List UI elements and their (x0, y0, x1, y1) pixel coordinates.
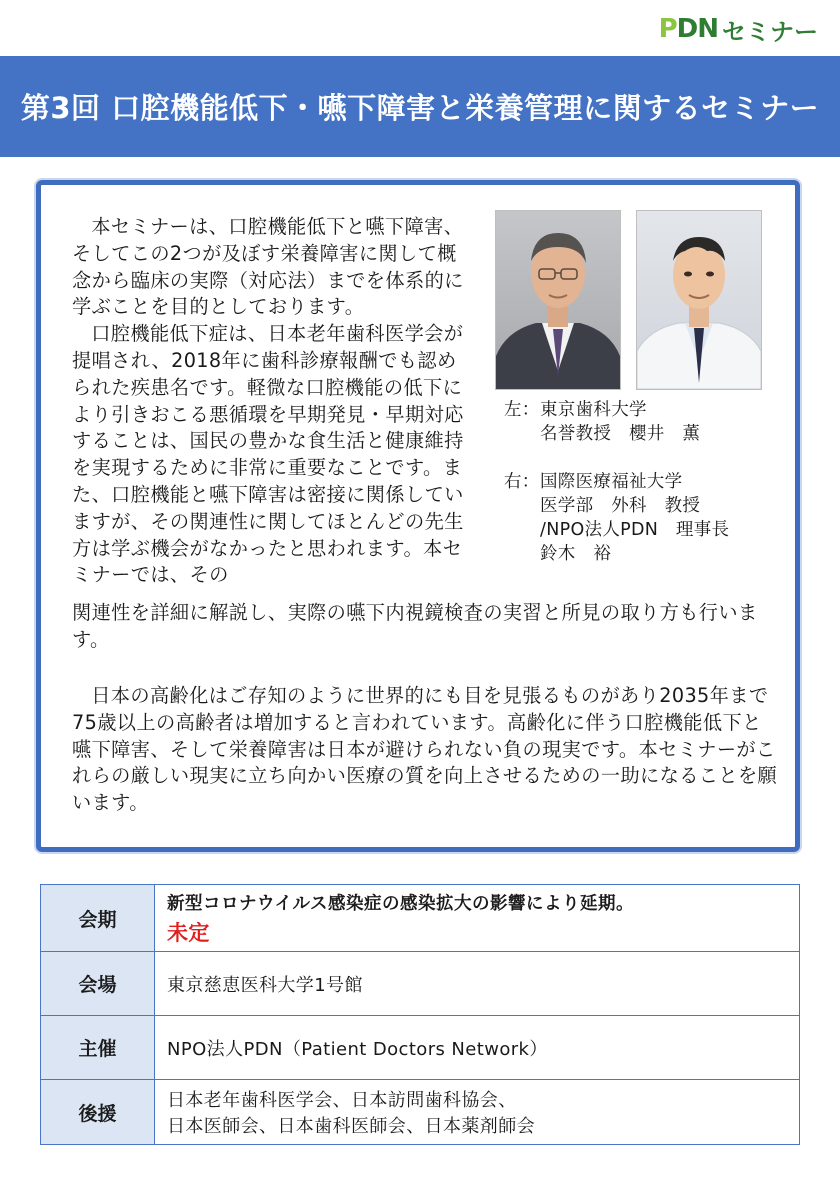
speaker-right-title: 医学部 外科 教授 (540, 496, 701, 516)
title-banner (0, 56, 840, 157)
table-head-dates: 会期 (41, 885, 155, 952)
table-value-venue: 東京慈恵医科大学1号館 (155, 952, 800, 1016)
date-undecided: 未定 (167, 920, 210, 945)
table-head-organizer: 主催 (41, 1016, 155, 1080)
speaker-right-name: 鈴木 裕 (540, 544, 612, 564)
intro-paragraph-2: 口腔機能低下症は、日本老年歯科医学会が提唱され、2018年に歯科診療報酬でも認められた疾患名です。軽微な口腔機能の低下により引きおこる悪循環を早期発見・早期対応することは、国民の豊かな食生活と健康維持を実現するために非常に重要なことです。また、口腔機能と嚥下障害は密接に関係していますが、その関連性に関してほとんどの先生方は学ぶ機会がなかったと思われます。本セミナーでは、その (72, 322, 464, 587)
table-value-dates (155, 885, 800, 952)
event-info-table (40, 884, 800, 1145)
speaker-left (504, 398, 729, 446)
pdn-seminar-logo (659, 12, 818, 46)
table-row-organizer (41, 1016, 800, 1080)
table-value-organizer: NPO法人PDN（Patient Doctors Network） (155, 1016, 800, 1080)
table-row-venue (41, 952, 800, 1016)
speaker-portrait-left (496, 211, 620, 389)
postponement-notice: 新型コロナウイルス感染症の感染拡大の影響により延期。 (167, 893, 634, 914)
logo-text: セミナー (722, 17, 818, 46)
speaker-left-name: 名誉教授 櫻井 薫 (540, 424, 701, 444)
table-row-dates (41, 885, 800, 952)
intro-text (72, 214, 476, 589)
table-head-venue: 会場 (41, 952, 155, 1016)
page-title: 第3回 口腔機能低下・嚥下障害と栄養管理に関するセミナー (20, 91, 820, 125)
table-head-supporters: 後援 (41, 1080, 155, 1145)
speaker-right-side: 右： (504, 472, 540, 492)
speaker-right-affiliation: 国際医療福祉大学 (540, 472, 683, 492)
table-row-supporters (41, 1080, 800, 1145)
pdn-logo-mark: PDN (658, 14, 718, 44)
speaker-left-affiliation: 東京歯科大学 (540, 400, 647, 420)
speaker-captions (504, 398, 729, 566)
speaker-right-role: /NPO法人PDN 理事長 (540, 520, 730, 540)
supporters-line-2: 日本医師会、日本歯科医師会、日本薬剤師会 (167, 1116, 535, 1137)
intro-paragraph-3: 日本の高齢化はご存知のように世界的にも目を見張るものがあり2035年まで75歳以上の高齢者は増加すると言われています。高齢化に伴う口腔機能低下と嚥下障害、そして栄養障害は日本が避けられない負の現実です。本セミナーがこれらの厳しい現実に立ち向かい医療の質を向上させるための一助になることを願います。 (72, 684, 778, 815)
speaker-photo-right (636, 210, 762, 390)
supporters-line-1: 日本老年歯科医学会、日本訪問歯科協会、 (167, 1090, 517, 1111)
speaker-left-side: 左： (504, 400, 540, 420)
table-value-supporters (155, 1080, 800, 1145)
speaker-portrait-right (637, 211, 761, 389)
speaker-photo-left (495, 210, 621, 390)
intro-paragraph-1: 本セミナーは、口腔機能低下と嚥下障害、そしてこの2つが及ぼす栄養障害に関して概念から臨床の実際（対応法）までを体系的に学ぶことを目的としております。 (72, 215, 464, 319)
speaker-right (504, 470, 729, 566)
intro-paragraph-2-tail: 関連性を詳細に解説し、実際の嚥下内視鏡検査の実習と所見の取り方も行います。 (72, 601, 758, 651)
